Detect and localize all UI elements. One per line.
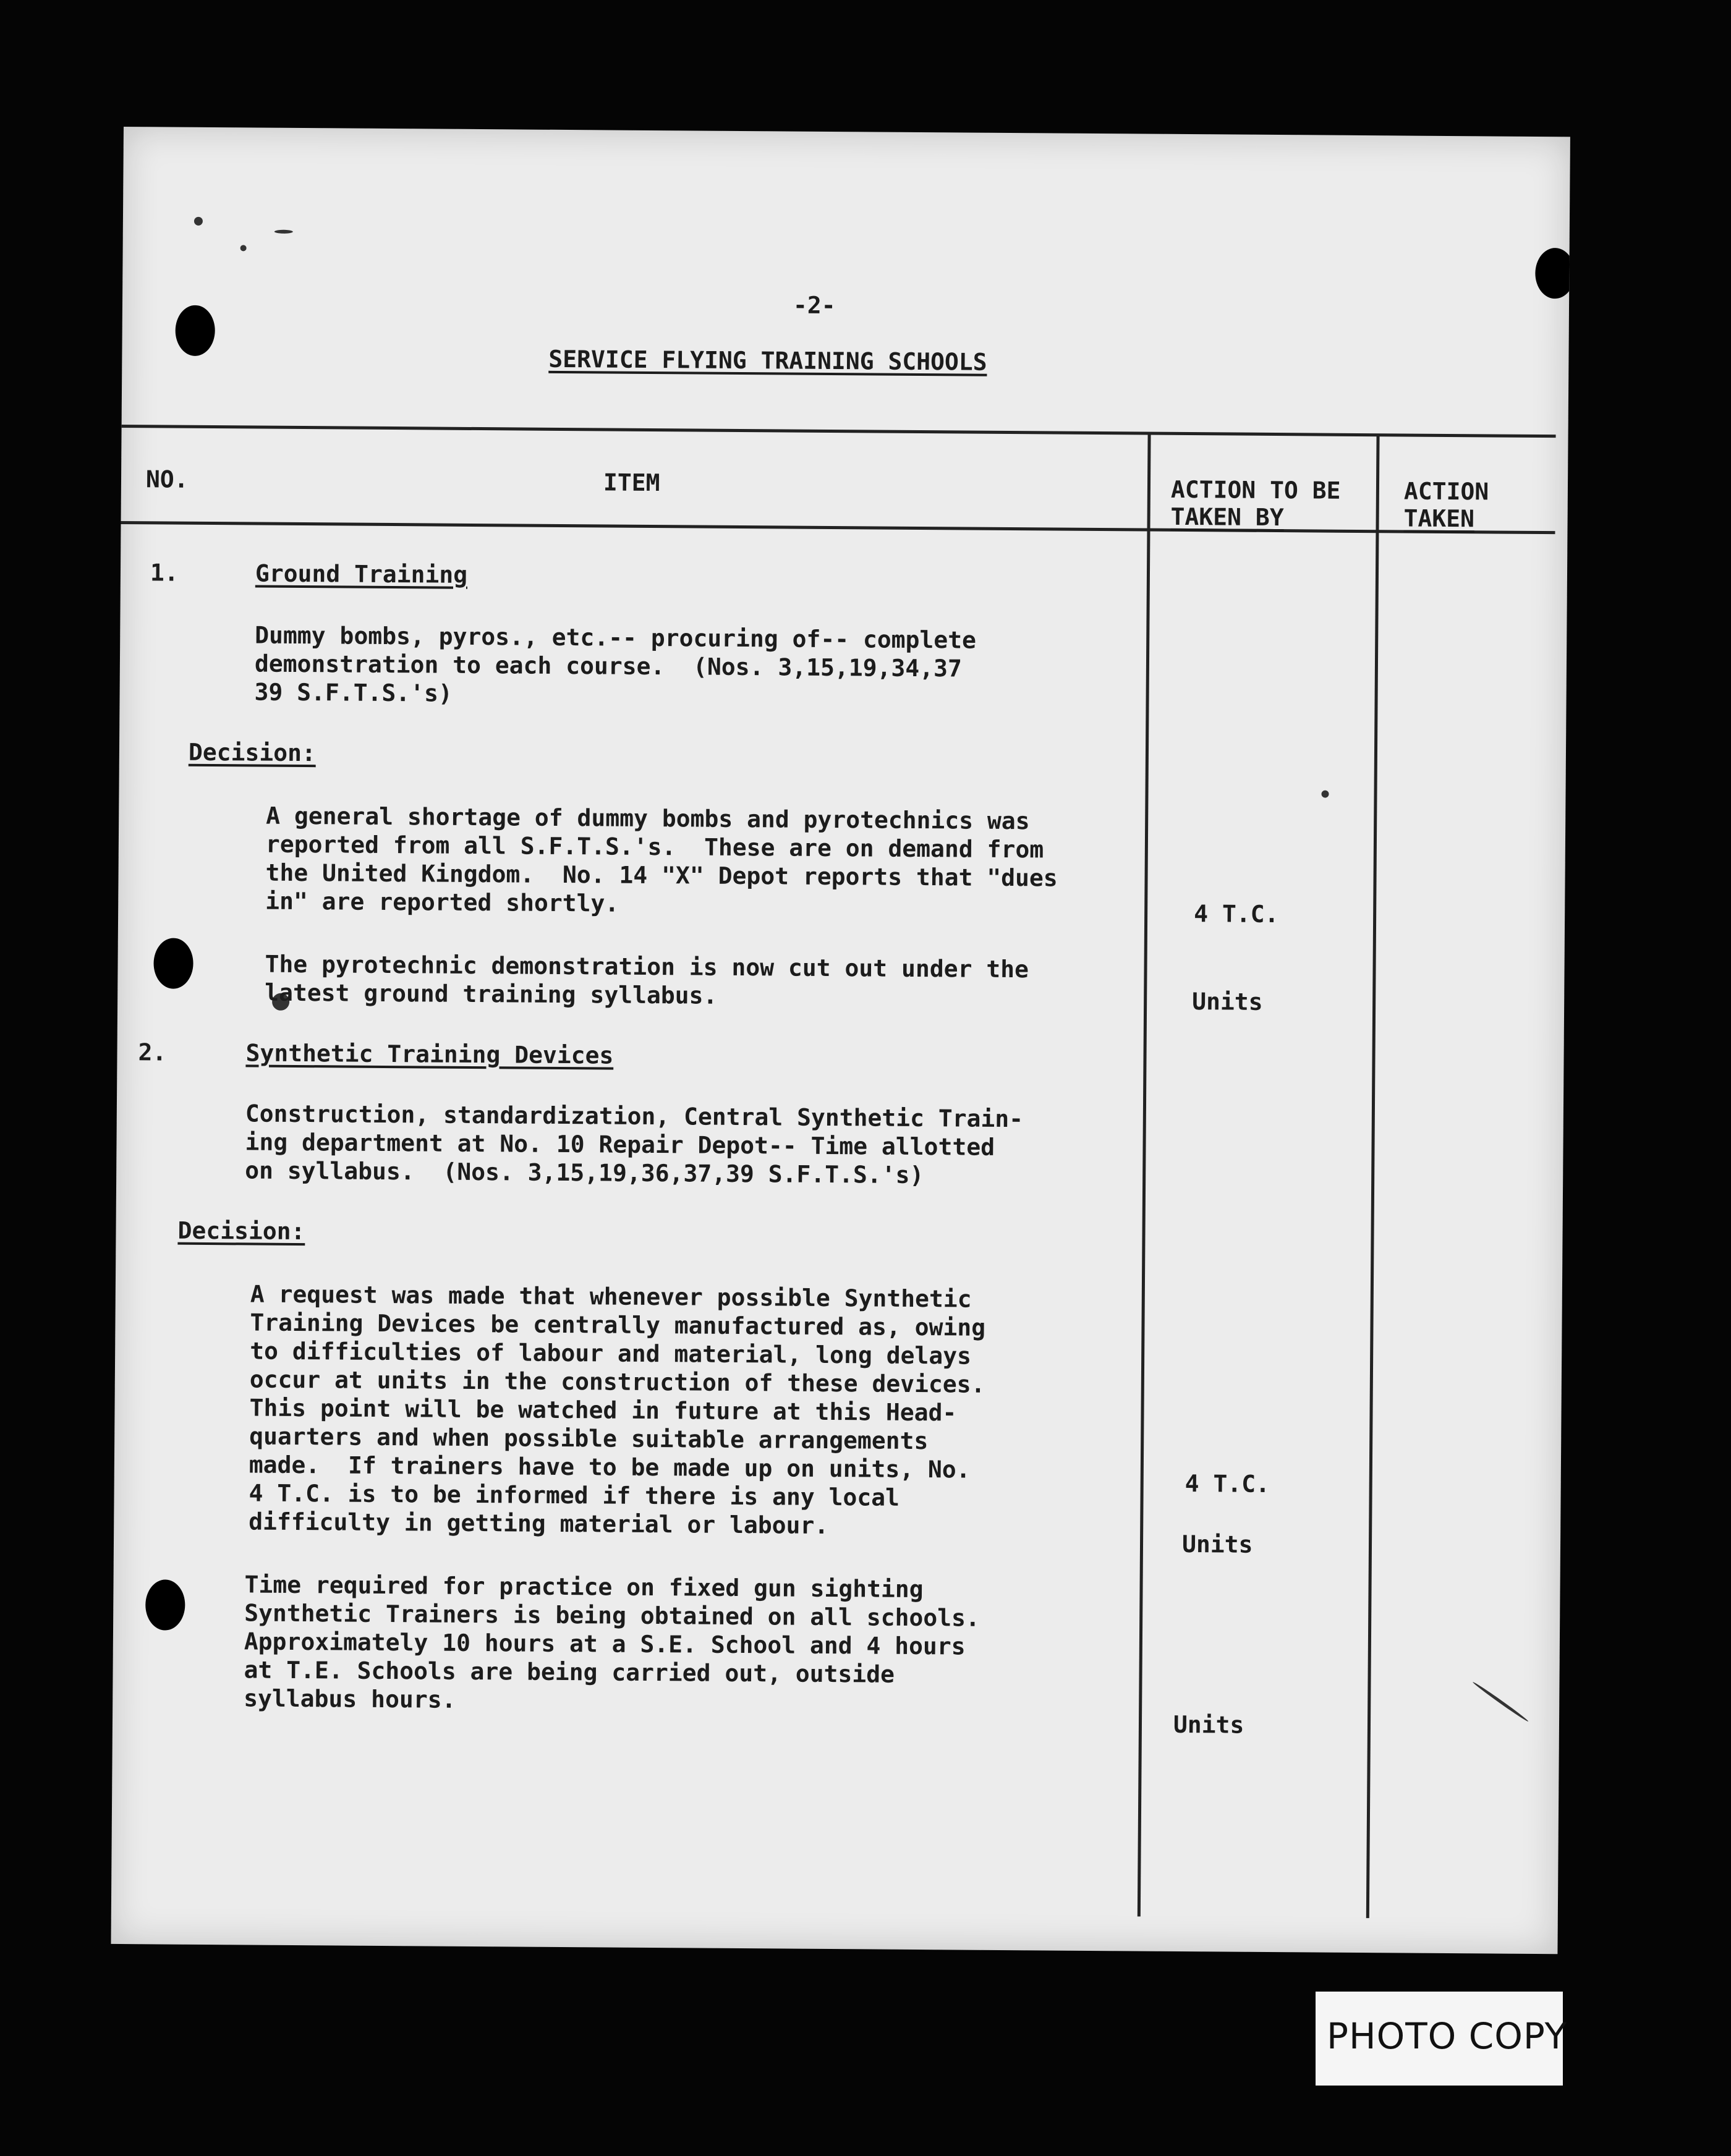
decision-text-line: latest ground training syllabus. bbox=[265, 978, 718, 1009]
action-to-be-taken-by: Units bbox=[1181, 1530, 1253, 1558]
decision-text-line: A general shortage of dummy bombs and pyrotechnics was bbox=[266, 802, 1030, 835]
column-divider-action-taken bbox=[1366, 435, 1380, 1918]
punch-hole-lower-left bbox=[145, 1579, 185, 1630]
action-to-be-taken-by: 4 T.C. bbox=[1184, 1470, 1270, 1498]
decision-text-line: in" are reported shortly. bbox=[265, 887, 619, 917]
decision-text-line: Approximately 10 hours at a S.E. School and 4 hours bbox=[244, 1628, 966, 1660]
decision-label: Decision: bbox=[177, 1216, 305, 1246]
column-header-no: NO. bbox=[145, 465, 189, 493]
page-number: -2- bbox=[793, 291, 836, 320]
table-top-rule bbox=[122, 425, 1556, 438]
decision-text-line: to difficulties of labour and material, long delays bbox=[250, 1337, 972, 1370]
decision-text-line: 4 T.C. is to be informed if there is any local bbox=[249, 1479, 900, 1511]
photo-copy-stamp bbox=[1316, 1992, 1568, 2086]
document-page bbox=[111, 127, 1570, 1954]
decision-text-line: Training Devices be centrally manufactured as, owing bbox=[250, 1309, 986, 1341]
item-number: 1. bbox=[150, 559, 179, 587]
document-heading: SERVICE FLYING TRAINING SCHOOLS bbox=[548, 345, 987, 376]
decision-text-line: The pyrotechnic demonstration is now cut out under the bbox=[265, 950, 1029, 983]
column-header-action-by-line-1: ACTION TO BE bbox=[1170, 475, 1341, 504]
item-title: Ground Training bbox=[255, 559, 468, 588]
dust-speck bbox=[1472, 1681, 1529, 1723]
decision-text-line: at T.E. Schools are being carried out, outside bbox=[244, 1656, 895, 1688]
dust-speck bbox=[274, 230, 293, 234]
item-title: Synthetic Training Devices bbox=[245, 1039, 614, 1069]
item-description-line: ing department at No. 10 Repair Depot-- Time allotted bbox=[245, 1128, 995, 1161]
action-to-be-taken-by: Units bbox=[1192, 988, 1263, 1016]
column-header-item: ITEM bbox=[603, 469, 660, 497]
header-bottom-rule bbox=[121, 521, 1555, 534]
decision-text-line: Synthetic Trainers is being obtained on all schools. bbox=[244, 1599, 980, 1632]
decision-text-line: reported from all S.F.T.S.'s. These are on demand from bbox=[265, 830, 1044, 864]
decision-text-line: Time required for practice on fixed gun sighting bbox=[244, 1571, 924, 1603]
dust-speck bbox=[1321, 791, 1329, 798]
action-to-be-taken-by: 4 T.C. bbox=[1194, 900, 1279, 928]
decision-text-line: difficulty in getting material or labour. bbox=[249, 1508, 829, 1540]
decision-text-line: occur at units in the construction of these devices. bbox=[249, 1365, 985, 1398]
column-header-action-taken-line-2: TAKEN bbox=[1403, 504, 1475, 533]
decision-text-line: the United Kingdom. No. 14 "X" Depot reports that "dues bbox=[265, 859, 1058, 892]
punch-hole-top-left bbox=[175, 305, 215, 356]
item-number: 2. bbox=[138, 1038, 167, 1066]
item-description-line: 39 S.F.T.S.'s) bbox=[254, 678, 453, 707]
decision-text-line: This point will be watched in future at this Head- bbox=[249, 1394, 957, 1427]
dust-speck bbox=[194, 217, 203, 226]
item-description-line: Dummy bombs, pyros., etc.-- procuring of-- complete bbox=[255, 621, 977, 654]
decision-text-line: made. If trainers have to be made up on units, No. bbox=[249, 1451, 971, 1483]
item-description-line: Construction, standardization, Central Synthetic Train- bbox=[245, 1100, 1024, 1133]
decision-text-line: quarters and when possible suitable arrangements bbox=[249, 1422, 929, 1455]
column-divider-action-by bbox=[1138, 433, 1151, 1917]
punch-hole-mid-left bbox=[153, 938, 194, 988]
decision-label: Decision: bbox=[188, 738, 316, 767]
column-header-action-by-line-2: TAKEN BY bbox=[1170, 503, 1284, 532]
item-description-line: on syllabus. (Nos. 3,15,19,36,37,39 S.F.T.S.'s) bbox=[245, 1157, 924, 1189]
action-to-be-taken-by: Units bbox=[1173, 1710, 1244, 1739]
decision-text-line: A request was made that whenever possible Synthetic bbox=[250, 1280, 972, 1313]
punch-hole-top-right bbox=[1535, 248, 1570, 299]
column-header-action-taken-line-1: ACTION bbox=[1403, 477, 1489, 506]
item-description-line: demonstration to each course. (Nos. 3,15,19,34,37 bbox=[254, 650, 962, 682]
photo-copy-stamp-text: PHOTO COPY bbox=[1327, 2015, 1568, 2057]
dust-speck bbox=[240, 245, 247, 251]
decision-text-line: syllabus hours. bbox=[244, 1684, 456, 1713]
